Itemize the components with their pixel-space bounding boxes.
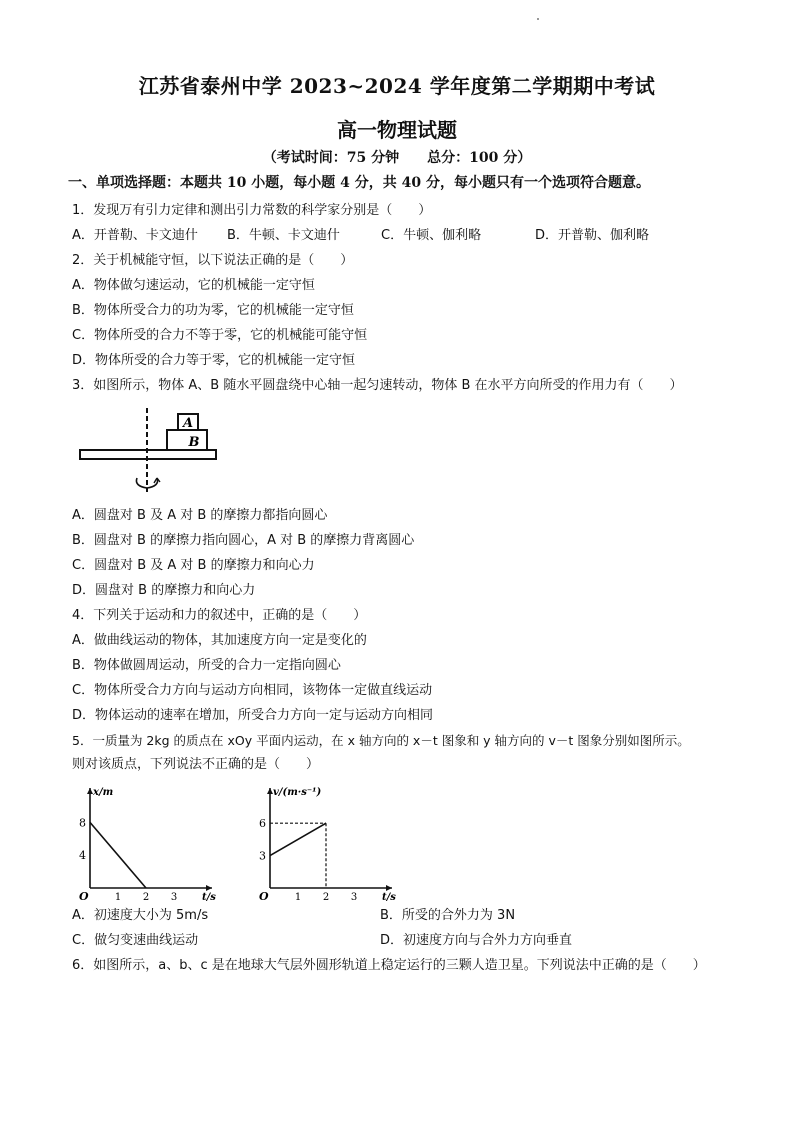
x-axis-arrow [206,885,212,891]
question-2-option-a: A．物体做匀速运动，它的机械能一定守恒 [72,278,315,293]
question-1-option-d: D．开普勒、伽利略 [535,228,650,243]
question-2-stem: 2．关于机械能守恒，以下说法正确的是（ ） [72,253,354,268]
question-4-option-a: A．做曲线运动的物体，其加速度方向一定是变化的 [72,633,367,648]
y-tick-label: 8 [79,816,86,830]
x-axis-label: t/s [382,892,396,902]
section-heading: 一、单项选择题：本题共 10 小题，每小题 4 分，共 40 分，每小题只有一个选项符合题意。 [68,175,650,191]
y-tick-label: 3 [259,849,266,863]
question-2-option-c: C．物体所受的合力不等于零，它的机械能可能守恒 [72,328,368,343]
question-5-option-c: C．做匀变速曲线运动 [72,933,199,948]
x-tick-label: 3 [350,892,358,902]
v-t-graph [250,780,400,902]
rotating-disk-figure [74,404,224,496]
exam-info: （考试时间：75 分钟 总分：100 分） [262,150,532,166]
x-tick-label: 3 [170,892,178,902]
x-tick-label: 1 [294,892,302,902]
question-2-option-b: B．物体所受合力的功为零，它的机械能一定守恒 [72,303,354,318]
exam-subtitle: 高一物理试题 [337,118,457,142]
question-3-option-b: B．圆盘对 B 的摩擦力指向圆心，A 对 B 的摩擦力背离圆心 [72,533,415,548]
question-5-stem-line1: 5．一质量为 2kg 的质点在 xOy 平面内运动，在 x 轴方向的 x－t 图象和 y 轴方向的 v－t 图象分别如图所示。 [72,733,690,748]
scan-speck [537,18,539,20]
block-a-label: A [182,416,194,431]
question-6-stem: 6．如图所示，a、b、c 是在地球大气层外圆形轨道上稳定运行的三颗人造卫星。下列说法中正确的是（ ） [72,958,706,973]
y-tick-label: 4 [79,849,86,863]
question-3-option-c: C．圆盘对 B 及 A 对 B 的摩擦力和向心力 [72,558,315,573]
question-1-option-c: C．牛顿、伽利略 [381,228,482,243]
x-axis-label: t/s [202,892,216,902]
question-3-option-a: A．圆盘对 B 及 A 对 B 的摩擦力都指向圆心 [72,508,328,523]
question-5-option-b: B．所受的合外力为 3N [380,908,516,923]
x-axis-arrow [386,885,392,891]
question-5-stem-line2: 则对该质点，下列说法不正确的是（ ） [72,757,320,772]
data-line [90,822,146,888]
question-1-option-a: A．开普勒、卡文迪什 [72,228,198,243]
origin-label: O [79,890,89,902]
question-1-option-b: B．牛顿、卡文迪什 [227,228,340,243]
x-tick-label: 1 [114,892,122,902]
question-4-option-b: B．物体做圆周运动，所受的合力一定指向圆心 [72,658,341,673]
block-b-label: B [188,435,200,450]
exam-title: 江苏省泰州中学 2023~2024 学年度第二学期期中考试 [138,74,656,98]
question-4-option-d: D．物体运动的速率在增加，所受合力方向一定与运动方向相同 [72,708,434,723]
question-1-stem: 1．发现万有引力定律和测出引力常数的科学家分别是（ ） [72,203,432,218]
y-tick-label: 6 [259,817,266,831]
question-3-option-d: D．圆盘对 B 的摩擦力和向心力 [72,583,256,598]
x-t-graph [70,780,220,902]
question-5-option-a: A．初速度大小为 5m/s [72,908,209,923]
question-4-option-c: C．物体所受合力方向与运动方向相同，该物体一定做直线运动 [72,683,433,698]
x-tick-label: 2 [142,892,150,902]
y-axis-label: v/(m·s⁻¹) [273,787,322,798]
question-3-stem: 3．如图所示，物体 A、B 随水平圆盘绕中心轴一起匀速转动，物体 B 在水平方向所受的作用力有（ ） [72,378,683,393]
y-axis-label: x/m [93,787,114,798]
data-line [270,823,326,855]
origin-label: O [259,890,269,902]
question-2-option-d: D．物体所受的合力等于零，它的机械能一定守恒 [72,353,356,368]
question-5-option-d: D．初速度方向与合外力方向垂直 [380,933,573,948]
question-4-stem: 4．下列关于运动和力的叙述中，正确的是（ ） [72,608,367,623]
x-tick-label: 2 [322,892,330,902]
